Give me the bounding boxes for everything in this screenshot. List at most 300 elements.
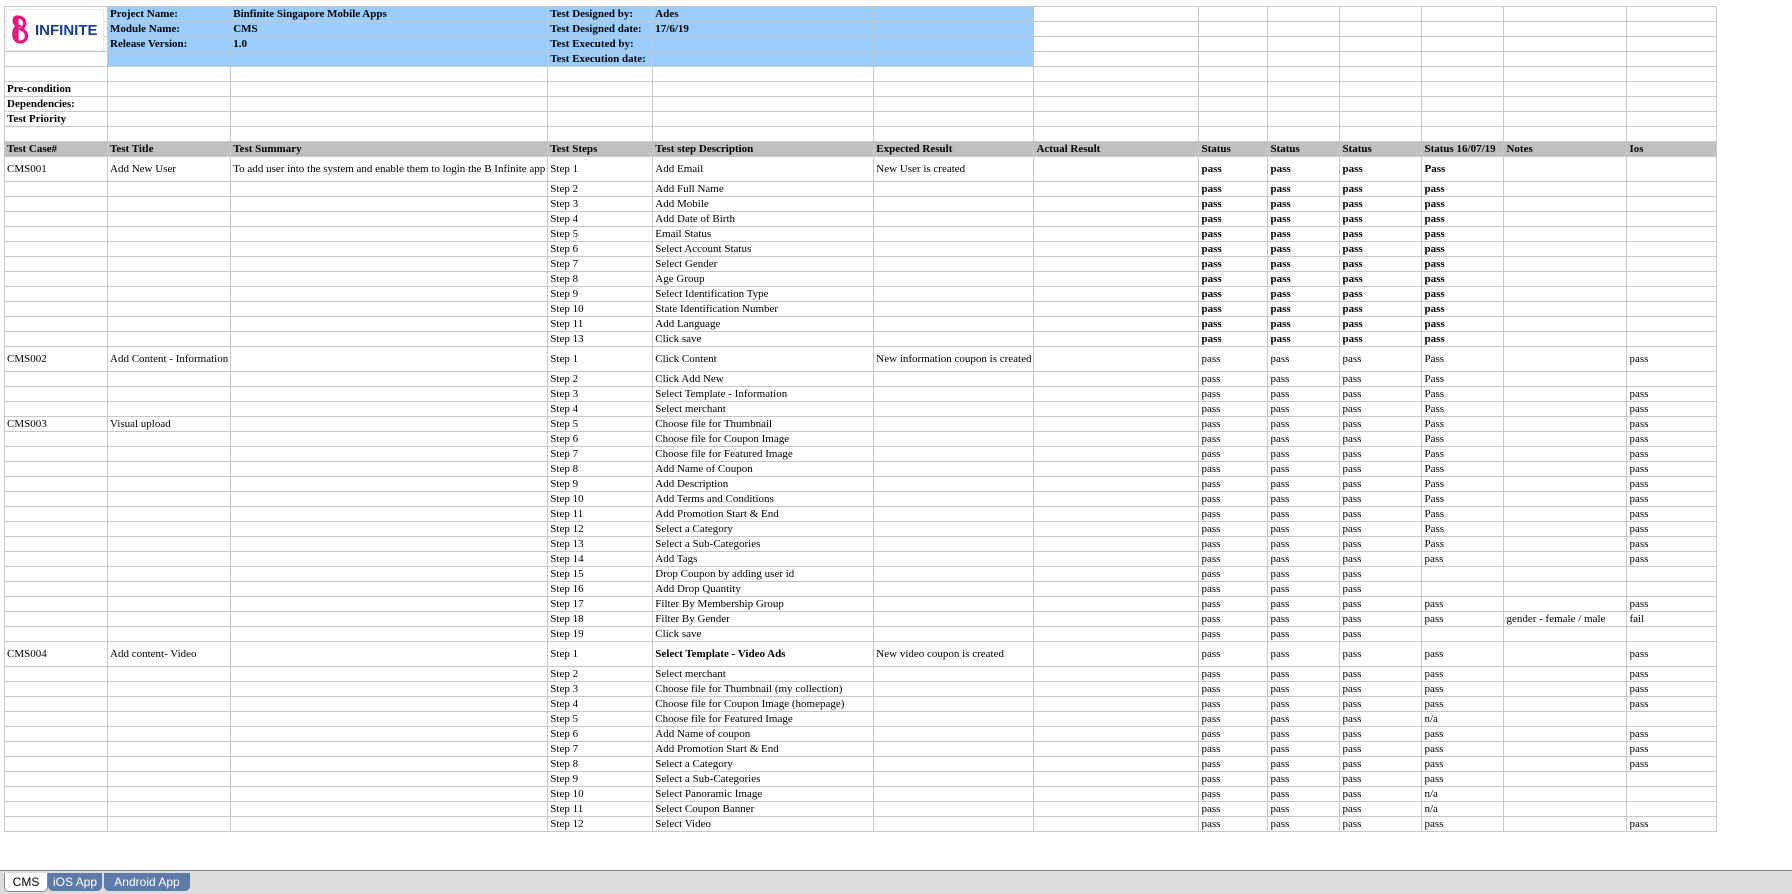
test-summary[interactable] <box>231 697 548 712</box>
expected-result[interactable] <box>874 317 1034 332</box>
module-label[interactable]: Module Name: <box>108 22 231 37</box>
status-3[interactable]: pass <box>1340 727 1422 742</box>
notes[interactable] <box>1504 642 1627 667</box>
step-description[interactable]: Select Template - Video Ads <box>653 642 874 667</box>
test-case-id[interactable] <box>5 567 108 582</box>
expected-result[interactable] <box>874 212 1034 227</box>
status-1[interactable]: pass <box>1199 567 1268 582</box>
expected-result[interactable] <box>874 802 1034 817</box>
status-3[interactable]: pass <box>1340 772 1422 787</box>
status-3[interactable]: pass <box>1340 272 1422 287</box>
status-3[interactable]: pass <box>1340 227 1422 242</box>
ios-status[interactable]: pass <box>1627 697 1717 712</box>
status-2[interactable]: pass <box>1268 567 1340 582</box>
tab-android-app[interactable]: Android App <box>104 873 190 891</box>
notes[interactable] <box>1504 757 1627 772</box>
ios-status[interactable] <box>1627 302 1717 317</box>
actual-result[interactable] <box>1034 712 1199 727</box>
test-case-id[interactable] <box>5 287 108 302</box>
step-description[interactable]: Select Coupon Banner <box>653 802 874 817</box>
status-1[interactable]: pass <box>1199 157 1268 182</box>
test-step[interactable]: Step 17 <box>548 597 653 612</box>
ios-status[interactable] <box>1627 332 1717 347</box>
step-description[interactable]: Add Email <box>653 157 874 182</box>
status-3[interactable]: pass <box>1340 627 1422 642</box>
designed-date-value[interactable]: 17/6/19 <box>653 22 874 37</box>
step-description[interactable]: Select Panoramic Image <box>653 787 874 802</box>
status-2[interactable]: pass <box>1268 552 1340 567</box>
ios-status[interactable]: pass <box>1627 682 1717 697</box>
notes[interactable] <box>1504 387 1627 402</box>
status-2[interactable]: pass <box>1268 302 1340 317</box>
actual-result[interactable] <box>1034 387 1199 402</box>
step-description[interactable]: Click Add New <box>653 372 874 387</box>
test-case-id[interactable] <box>5 212 108 227</box>
test-summary[interactable] <box>231 537 548 552</box>
actual-result[interactable] <box>1034 802 1199 817</box>
status-2[interactable]: pass <box>1268 682 1340 697</box>
test-title[interactable] <box>108 627 231 642</box>
status-1[interactable]: pass <box>1199 182 1268 197</box>
test-step[interactable]: Step 12 <box>548 522 653 537</box>
status-date[interactable]: pass <box>1422 302 1504 317</box>
status-1[interactable]: pass <box>1199 212 1268 227</box>
status-date[interactable]: Pass <box>1422 417 1504 432</box>
status-3[interactable]: pass <box>1340 212 1422 227</box>
test-case-id[interactable] <box>5 772 108 787</box>
test-step[interactable]: Step 13 <box>548 537 653 552</box>
status-3[interactable]: pass <box>1340 387 1422 402</box>
actual-result[interactable] <box>1034 627 1199 642</box>
actual-result[interactable] <box>1034 302 1199 317</box>
priority-label[interactable]: Test Priority <box>5 112 108 127</box>
test-summary[interactable] <box>231 772 548 787</box>
test-title[interactable] <box>108 787 231 802</box>
test-summary[interactable] <box>231 522 548 537</box>
expected-result[interactable] <box>874 787 1034 802</box>
status-3[interactable]: pass <box>1340 742 1422 757</box>
step-description[interactable]: Select Video <box>653 817 874 832</box>
ios-status[interactable] <box>1627 272 1717 287</box>
test-step[interactable]: Step 8 <box>548 757 653 772</box>
notes[interactable] <box>1504 347 1627 372</box>
notes[interactable] <box>1504 492 1627 507</box>
test-case-id[interactable] <box>5 447 108 462</box>
status-2[interactable]: pass <box>1268 507 1340 522</box>
expected-result[interactable] <box>874 757 1034 772</box>
test-case-id[interactable] <box>5 582 108 597</box>
status-date[interactable]: pass <box>1422 227 1504 242</box>
actual-result[interactable] <box>1034 212 1199 227</box>
expected-result[interactable] <box>874 597 1034 612</box>
test-case-id[interactable] <box>5 402 108 417</box>
test-step[interactable]: Step 15 <box>548 567 653 582</box>
status-1[interactable]: pass <box>1199 332 1268 347</box>
test-summary[interactable] <box>231 272 548 287</box>
test-summary[interactable] <box>231 242 548 257</box>
status-date[interactable]: pass <box>1422 742 1504 757</box>
status-1[interactable]: pass <box>1199 727 1268 742</box>
notes[interactable] <box>1504 182 1627 197</box>
actual-result[interactable] <box>1034 402 1199 417</box>
expected-result[interactable] <box>874 182 1034 197</box>
status-2[interactable]: pass <box>1268 287 1340 302</box>
status-2[interactable]: pass <box>1268 432 1340 447</box>
status-3[interactable]: pass <box>1340 197 1422 212</box>
test-title[interactable] <box>108 432 231 447</box>
precondition-label[interactable]: Pre-condition <box>5 82 108 97</box>
step-description[interactable]: Choose file for Thumbnail (my collection) <box>653 682 874 697</box>
ios-status[interactable]: pass <box>1627 817 1717 832</box>
notes[interactable] <box>1504 287 1627 302</box>
actual-result[interactable] <box>1034 522 1199 537</box>
test-case-id[interactable] <box>5 317 108 332</box>
expected-result[interactable] <box>874 287 1034 302</box>
test-case-id[interactable] <box>5 712 108 727</box>
status-3[interactable]: pass <box>1340 242 1422 257</box>
status-3[interactable]: pass <box>1340 372 1422 387</box>
ios-status[interactable]: pass <box>1627 742 1717 757</box>
step-description[interactable]: Add Full Name <box>653 182 874 197</box>
status-2[interactable]: pass <box>1268 402 1340 417</box>
step-description[interactable]: Filter By Gender <box>653 612 874 627</box>
actual-result[interactable] <box>1034 742 1199 757</box>
expected-result[interactable] <box>874 492 1034 507</box>
step-description[interactable]: Add Language <box>653 317 874 332</box>
status-1[interactable]: pass <box>1199 372 1268 387</box>
test-summary[interactable] <box>231 567 548 582</box>
expected-result[interactable] <box>874 522 1034 537</box>
notes[interactable] <box>1504 552 1627 567</box>
status-1[interactable]: pass <box>1199 402 1268 417</box>
notes[interactable] <box>1504 682 1627 697</box>
status-3[interactable]: pass <box>1340 552 1422 567</box>
status-1[interactable]: pass <box>1199 432 1268 447</box>
status-date[interactable]: Pass <box>1422 522 1504 537</box>
test-case-id[interactable]: CMS004 <box>5 642 108 667</box>
notes[interactable] <box>1504 537 1627 552</box>
status-3[interactable]: pass <box>1340 477 1422 492</box>
ios-status[interactable] <box>1627 227 1717 242</box>
test-step[interactable]: Step 4 <box>548 402 653 417</box>
actual-result[interactable] <box>1034 787 1199 802</box>
ios-status[interactable]: pass <box>1627 347 1717 372</box>
executed-by-label[interactable]: Test Executed by: <box>548 37 653 52</box>
notes[interactable] <box>1504 242 1627 257</box>
status-3[interactable]: pass <box>1340 432 1422 447</box>
status-3[interactable]: pass <box>1340 302 1422 317</box>
test-case-id[interactable] <box>5 682 108 697</box>
test-title[interactable] <box>108 742 231 757</box>
expected-result[interactable] <box>874 432 1034 447</box>
expected-result[interactable] <box>874 227 1034 242</box>
status-date[interactable]: pass <box>1422 332 1504 347</box>
test-step[interactable]: Step 5 <box>548 227 653 242</box>
expected-result[interactable] <box>874 772 1034 787</box>
step-description[interactable]: Add Tags <box>653 552 874 567</box>
test-title[interactable] <box>108 727 231 742</box>
test-summary[interactable] <box>231 302 548 317</box>
expected-result[interactable] <box>874 197 1034 212</box>
status-1[interactable]: pass <box>1199 802 1268 817</box>
status-date[interactable]: pass <box>1422 212 1504 227</box>
expected-result[interactable] <box>874 302 1034 317</box>
status-date[interactable]: pass <box>1422 642 1504 667</box>
step-description[interactable]: Add Promotion Start & End <box>653 507 874 522</box>
designed-by-label[interactable]: Test Designed by: <box>548 7 653 22</box>
status-1[interactable]: pass <box>1199 537 1268 552</box>
status-2[interactable]: pass <box>1268 332 1340 347</box>
notes[interactable] <box>1504 477 1627 492</box>
actual-result[interactable] <box>1034 477 1199 492</box>
actual-result[interactable] <box>1034 582 1199 597</box>
actual-result[interactable] <box>1034 537 1199 552</box>
step-description[interactable]: Select Gender <box>653 257 874 272</box>
actual-result[interactable] <box>1034 727 1199 742</box>
test-summary[interactable] <box>231 477 548 492</box>
actual-result[interactable] <box>1034 197 1199 212</box>
test-case-id[interactable] <box>5 697 108 712</box>
test-step[interactable]: Step 7 <box>548 742 653 757</box>
step-description[interactable]: Add Description <box>653 477 874 492</box>
step-description[interactable]: Add Drop Quantity <box>653 582 874 597</box>
actual-result[interactable] <box>1034 372 1199 387</box>
ios-status[interactable]: pass <box>1627 552 1717 567</box>
status-3[interactable]: pass <box>1340 157 1422 182</box>
status-2[interactable]: pass <box>1268 817 1340 832</box>
status-2[interactable]: pass <box>1268 372 1340 387</box>
notes[interactable] <box>1504 667 1627 682</box>
test-title[interactable] <box>108 242 231 257</box>
header-status-date[interactable]: Status 16/07/19 <box>1422 142 1504 157</box>
test-case-id[interactable] <box>5 477 108 492</box>
test-case-id[interactable] <box>5 387 108 402</box>
ios-status[interactable]: pass <box>1627 477 1717 492</box>
ios-status[interactable] <box>1627 372 1717 387</box>
test-title[interactable] <box>108 182 231 197</box>
test-title[interactable] <box>108 287 231 302</box>
step-description[interactable]: Add Terms and Conditions <box>653 492 874 507</box>
status-2[interactable]: pass <box>1268 242 1340 257</box>
test-title[interactable]: Add Content - Information <box>108 347 231 372</box>
test-case-id[interactable] <box>5 802 108 817</box>
status-2[interactable]: pass <box>1268 257 1340 272</box>
status-1[interactable]: pass <box>1199 817 1268 832</box>
actual-result[interactable] <box>1034 447 1199 462</box>
status-3[interactable]: pass <box>1340 402 1422 417</box>
status-1[interactable]: pass <box>1199 492 1268 507</box>
test-summary[interactable] <box>231 347 548 372</box>
test-title[interactable] <box>108 462 231 477</box>
notes[interactable] <box>1504 332 1627 347</box>
test-title[interactable] <box>108 227 231 242</box>
status-date[interactable] <box>1422 582 1504 597</box>
status-2[interactable]: pass <box>1268 757 1340 772</box>
test-step[interactable]: Step 2 <box>548 182 653 197</box>
test-step[interactable]: Step 9 <box>548 772 653 787</box>
test-case-id[interactable]: CMS001 <box>5 157 108 182</box>
step-description[interactable]: Click Content <box>653 347 874 372</box>
actual-result[interactable] <box>1034 417 1199 432</box>
status-1[interactable]: pass <box>1199 522 1268 537</box>
status-2[interactable]: pass <box>1268 347 1340 372</box>
status-date[interactable]: Pass <box>1422 462 1504 477</box>
actual-result[interactable] <box>1034 492 1199 507</box>
status-3[interactable]: pass <box>1340 582 1422 597</box>
execution-date-label[interactable]: Test Execution date: <box>548 52 653 67</box>
ios-status[interactable] <box>1627 802 1717 817</box>
actual-result[interactable] <box>1034 757 1199 772</box>
dependencies-label[interactable]: Dependencies: <box>5 97 108 112</box>
status-date[interactable]: Pass <box>1422 402 1504 417</box>
actual-result[interactable] <box>1034 642 1199 667</box>
test-step[interactable]: Step 11 <box>548 317 653 332</box>
expected-result[interactable] <box>874 507 1034 522</box>
test-summary[interactable] <box>231 712 548 727</box>
status-date[interactable]: pass <box>1422 197 1504 212</box>
notes[interactable] <box>1504 372 1627 387</box>
status-1[interactable]: pass <box>1199 597 1268 612</box>
status-date[interactable]: pass <box>1422 772 1504 787</box>
test-title[interactable] <box>108 302 231 317</box>
expected-result[interactable] <box>874 462 1034 477</box>
test-step[interactable]: Step 9 <box>548 477 653 492</box>
status-date[interactable]: pass <box>1422 257 1504 272</box>
actual-result[interactable] <box>1034 597 1199 612</box>
status-2[interactable]: pass <box>1268 597 1340 612</box>
status-date[interactable] <box>1422 627 1504 642</box>
status-1[interactable]: pass <box>1199 257 1268 272</box>
notes[interactable] <box>1504 212 1627 227</box>
status-2[interactable]: pass <box>1268 727 1340 742</box>
status-3[interactable]: pass <box>1340 257 1422 272</box>
test-title[interactable]: Add New User <box>108 157 231 182</box>
notes[interactable] <box>1504 447 1627 462</box>
header-expected-result[interactable]: Expected Result <box>874 142 1034 157</box>
status-1[interactable]: pass <box>1199 667 1268 682</box>
status-2[interactable]: pass <box>1268 772 1340 787</box>
test-summary[interactable] <box>231 257 548 272</box>
status-2[interactable]: pass <box>1268 317 1340 332</box>
status-2[interactable]: pass <box>1268 537 1340 552</box>
actual-result[interactable] <box>1034 347 1199 372</box>
status-2[interactable]: pass <box>1268 697 1340 712</box>
test-step[interactable]: Step 6 <box>548 727 653 742</box>
test-title[interactable] <box>108 597 231 612</box>
test-step[interactable]: Step 14 <box>548 552 653 567</box>
test-summary[interactable] <box>231 372 548 387</box>
test-case-id[interactable] <box>5 242 108 257</box>
expected-result[interactable] <box>874 332 1034 347</box>
test-step[interactable]: Step 16 <box>548 582 653 597</box>
test-case-id[interactable] <box>5 272 108 287</box>
status-2[interactable]: pass <box>1268 522 1340 537</box>
expected-result[interactable] <box>874 552 1034 567</box>
actual-result[interactable] <box>1034 667 1199 682</box>
test-case-id[interactable] <box>5 787 108 802</box>
status-3[interactable]: pass <box>1340 567 1422 582</box>
test-case-id[interactable] <box>5 492 108 507</box>
tab-cms[interactable]: CMS <box>4 873 48 892</box>
status-1[interactable]: pass <box>1199 287 1268 302</box>
test-summary[interactable] <box>231 742 548 757</box>
test-step[interactable]: Step 3 <box>548 197 653 212</box>
status-1[interactable]: pass <box>1199 757 1268 772</box>
project-value[interactable]: Binfinite Singapore Mobile Apps <box>231 7 548 22</box>
step-description[interactable]: Choose file for Featured Image <box>653 447 874 462</box>
notes[interactable] <box>1504 772 1627 787</box>
test-summary[interactable] <box>231 287 548 302</box>
status-1[interactable]: pass <box>1199 272 1268 287</box>
status-1[interactable]: pass <box>1199 697 1268 712</box>
test-step[interactable]: Step 2 <box>548 667 653 682</box>
test-title[interactable] <box>108 212 231 227</box>
status-date[interactable]: Pass <box>1422 387 1504 402</box>
test-summary[interactable]: To add user into the system and enable them to login the B Infinite app <box>231 157 548 182</box>
status-3[interactable]: pass <box>1340 802 1422 817</box>
status-date[interactable]: pass <box>1422 182 1504 197</box>
ios-status[interactable]: pass <box>1627 492 1717 507</box>
ios-status[interactable] <box>1627 242 1717 257</box>
expected-result[interactable]: New video coupon is created <box>874 642 1034 667</box>
test-case-id[interactable] <box>5 227 108 242</box>
status-1[interactable]: pass <box>1199 627 1268 642</box>
status-3[interactable]: pass <box>1340 287 1422 302</box>
test-title[interactable] <box>108 372 231 387</box>
expected-result[interactable] <box>874 612 1034 627</box>
status-2[interactable]: pass <box>1268 417 1340 432</box>
test-title[interactable] <box>108 332 231 347</box>
status-date[interactable]: Pass <box>1422 537 1504 552</box>
status-date[interactable]: Pass <box>1422 432 1504 447</box>
notes[interactable] <box>1504 462 1627 477</box>
test-step[interactable]: Step 2 <box>548 372 653 387</box>
step-description[interactable]: Select a Sub-Categories <box>653 772 874 787</box>
actual-result[interactable] <box>1034 817 1199 832</box>
actual-result[interactable] <box>1034 567 1199 582</box>
status-1[interactable]: pass <box>1199 197 1268 212</box>
actual-result[interactable] <box>1034 462 1199 477</box>
designed-by-value[interactable]: Ades <box>653 7 874 22</box>
module-value[interactable]: CMS <box>231 22 548 37</box>
test-title[interactable] <box>108 667 231 682</box>
test-summary[interactable] <box>231 597 548 612</box>
status-1[interactable]: pass <box>1199 742 1268 757</box>
status-2[interactable]: pass <box>1268 387 1340 402</box>
ios-status[interactable] <box>1627 567 1717 582</box>
test-case-id[interactable] <box>5 522 108 537</box>
status-date[interactable] <box>1422 567 1504 582</box>
test-step[interactable]: Step 19 <box>548 627 653 642</box>
ios-status[interactable] <box>1627 772 1717 787</box>
status-2[interactable]: pass <box>1268 157 1340 182</box>
test-case-id[interactable]: CMS002 <box>5 347 108 372</box>
release-value[interactable]: 1.0 <box>231 37 548 52</box>
test-step[interactable]: Step 4 <box>548 212 653 227</box>
step-description[interactable]: Click save <box>653 332 874 347</box>
ios-status[interactable]: pass <box>1627 537 1717 552</box>
status-1[interactable]: pass <box>1199 317 1268 332</box>
test-case-id[interactable] <box>5 742 108 757</box>
status-3[interactable]: pass <box>1340 317 1422 332</box>
header-status-3[interactable]: Status <box>1340 142 1422 157</box>
actual-result[interactable] <box>1034 552 1199 567</box>
expected-result[interactable] <box>874 272 1034 287</box>
test-step[interactable]: Step 11 <box>548 802 653 817</box>
test-title[interactable] <box>108 387 231 402</box>
expected-result[interactable] <box>874 727 1034 742</box>
test-summary[interactable] <box>231 462 548 477</box>
